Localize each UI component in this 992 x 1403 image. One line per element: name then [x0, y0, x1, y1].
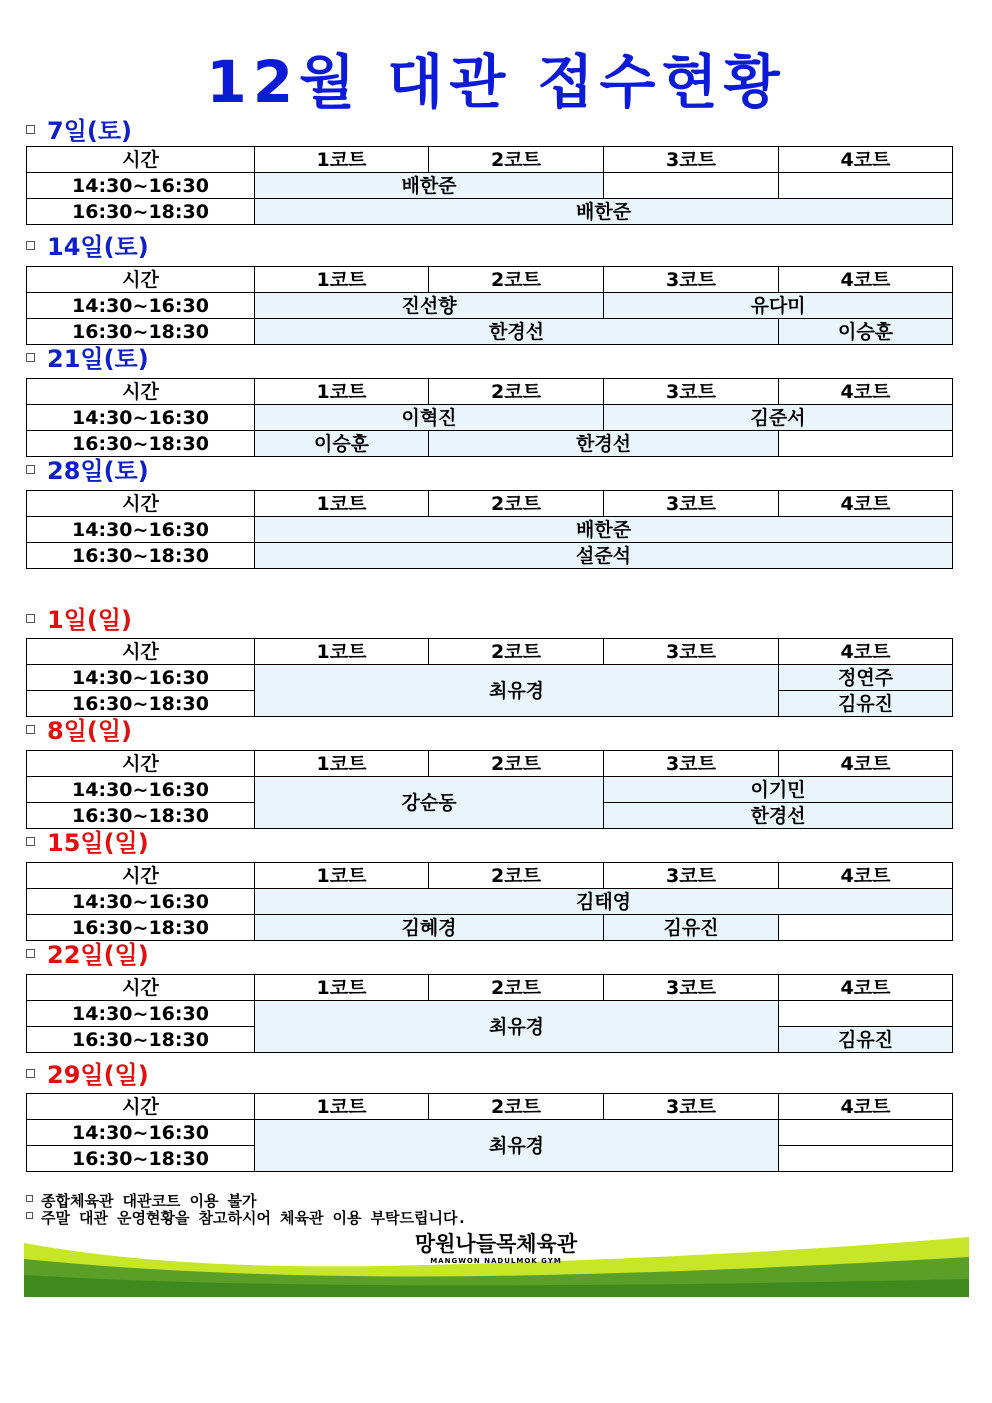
empty-cell — [604, 173, 779, 199]
time-slot-cell: 16:30~18:30 — [27, 319, 255, 345]
court-header: 1코트 — [255, 267, 429, 293]
time-header: 시간 — [27, 147, 255, 173]
page-title: 12월 대관 접수현황 — [206, 48, 786, 116]
time-header: 시간 — [27, 491, 255, 517]
court-header: 3코트 — [604, 491, 779, 517]
table-row — [27, 777, 953, 803]
section-date-label: 15일(일) — [47, 829, 149, 857]
time-header: 시간 — [27, 267, 255, 293]
time-slot-cell: 14:30~16:30 — [27, 1001, 255, 1027]
table-row — [27, 1001, 953, 1027]
court-header: 3코트 — [604, 1094, 779, 1120]
reservation-cell: 최유경 — [255, 1001, 779, 1053]
header-row — [27, 639, 953, 665]
section-heading — [26, 716, 132, 746]
reservation-cell: 이기민 — [604, 777, 953, 803]
court-header: 2코트 — [429, 491, 604, 517]
time-slot-cell: 14:30~16:30 — [27, 777, 255, 803]
court-header: 1코트 — [255, 147, 429, 173]
court-header: 3코트 — [604, 639, 779, 665]
court-header: 4코트 — [779, 1094, 953, 1120]
reservation-cell: 배한준 — [255, 199, 953, 225]
section-date-label: 21일(토) — [47, 345, 149, 373]
court-header: 3코트 — [604, 267, 779, 293]
time-slot-cell: 16:30~18:30 — [27, 1146, 255, 1172]
court-header: 2코트 — [429, 751, 604, 777]
time-slot-cell: 16:30~18:30 — [27, 199, 255, 225]
court-header: 3코트 — [604, 751, 779, 777]
section-heading — [26, 1060, 149, 1090]
time-slot-cell: 14:30~16:30 — [27, 665, 255, 691]
court-header: 4코트 — [779, 863, 953, 889]
court-header: 3코트 — [604, 975, 779, 1001]
schedule-table — [26, 638, 953, 717]
time-slot-cell: 16:30~18:30 — [27, 803, 255, 829]
note-item — [26, 1210, 466, 1227]
header-row — [27, 751, 953, 777]
court-header: 4코트 — [779, 975, 953, 1001]
table-row — [27, 1120, 953, 1146]
reservation-cell: 김혜경 — [255, 915, 604, 941]
reservation-cell: 정연주 — [779, 665, 953, 691]
table-row — [27, 319, 953, 345]
gym-english-name: MANGWON NADULMOK GYM — [430, 1257, 562, 1265]
empty-cell — [779, 1001, 953, 1027]
court-header: 1코트 — [255, 491, 429, 517]
time-slot-cell: 16:30~18:30 — [27, 691, 255, 717]
table-row — [27, 665, 953, 691]
table-row — [27, 543, 953, 569]
reservation-cell: 김유진 — [604, 915, 779, 941]
header-row — [27, 863, 953, 889]
court-header: 1코트 — [255, 863, 429, 889]
court-header: 1코트 — [255, 1094, 429, 1120]
time-header: 시간 — [27, 1094, 255, 1120]
court-header: 1코트 — [255, 751, 429, 777]
court-header: 2코트 — [429, 975, 604, 1001]
table-row — [27, 889, 953, 915]
reservation-cell: 이승훈 — [255, 431, 429, 457]
reservation-cell: 강순동 — [255, 777, 604, 829]
square-bullet-icon — [26, 725, 35, 734]
section-heading — [26, 605, 132, 635]
square-bullet-icon — [26, 353, 35, 362]
note-text: 종합체육관 대관코트 이용 불가 — [41, 1192, 257, 1210]
section-date-label: 8일(일) — [47, 717, 133, 745]
time-slot-cell: 14:30~16:30 — [27, 889, 255, 915]
court-header: 4코트 — [779, 379, 953, 405]
empty-cell — [779, 173, 953, 199]
square-bullet-icon — [26, 1069, 35, 1078]
section-date-label: 29일(일) — [47, 1061, 149, 1089]
time-slot-cell: 16:30~18:30 — [27, 915, 255, 941]
reservation-cell: 이혁진 — [255, 405, 604, 431]
time-header: 시간 — [27, 975, 255, 1001]
time-header: 시간 — [27, 751, 255, 777]
header-row — [27, 267, 953, 293]
table-row — [27, 199, 953, 225]
reservation-cell: 한경선 — [255, 319, 779, 345]
note-item — [26, 1193, 466, 1210]
reservation-cell: 김태영 — [255, 889, 953, 915]
time-slot-cell: 16:30~18:30 — [27, 543, 255, 569]
gym-name: 망원나들목체육관 — [414, 1232, 578, 1256]
court-header: 1코트 — [255, 379, 429, 405]
empty-cell — [779, 431, 953, 457]
court-header: 3코트 — [604, 863, 779, 889]
time-slot-cell: 14:30~16:30 — [27, 517, 255, 543]
time-slot-cell: 14:30~16:30 — [27, 173, 255, 199]
schedule-table — [26, 490, 953, 569]
section-heading — [26, 344, 149, 374]
reservation-cell: 유다미 — [604, 293, 953, 319]
court-header: 2코트 — [429, 379, 604, 405]
empty-cell — [779, 915, 953, 941]
header-row — [27, 975, 953, 1001]
court-header: 2코트 — [429, 863, 604, 889]
court-header: 2코트 — [429, 267, 604, 293]
section-heading — [26, 116, 132, 146]
reservation-cell: 배한준 — [255, 173, 604, 199]
reservation-cell: 진선향 — [255, 293, 604, 319]
section-date-label: 7일(토) — [47, 117, 133, 145]
reservation-cell: 설준석 — [255, 543, 953, 569]
section-heading — [26, 456, 149, 486]
table-row — [27, 915, 953, 941]
square-bullet-icon — [26, 837, 35, 846]
section-date-label: 22일(일) — [47, 941, 149, 969]
section-heading — [26, 940, 149, 970]
square-bullet-icon — [26, 465, 35, 474]
section-heading — [26, 232, 149, 262]
table-row — [27, 405, 953, 431]
court-header: 1코트 — [255, 975, 429, 1001]
court-header: 3코트 — [604, 379, 779, 405]
reservation-cell: 한경선 — [604, 803, 953, 829]
court-header: 4코트 — [779, 751, 953, 777]
table-row — [27, 173, 953, 199]
reservation-cell: 김준서 — [604, 405, 953, 431]
time-slot-cell: 14:30~16:30 — [27, 405, 255, 431]
header-row — [27, 1094, 953, 1120]
table-row — [27, 293, 953, 319]
court-header: 2코트 — [429, 639, 604, 665]
reservation-cell: 김유진 — [779, 691, 953, 717]
table-row — [27, 431, 953, 457]
empty-cell — [779, 1146, 953, 1172]
header-row — [27, 491, 953, 517]
note-text: 주말 대관 운영현황을 참고하시어 체육관 이용 부탁드립니다. — [41, 1209, 467, 1227]
schedule-table — [26, 378, 953, 457]
square-bullet-icon — [26, 949, 35, 958]
square-bullet-icon — [26, 241, 35, 250]
time-header: 시간 — [27, 863, 255, 889]
court-header: 4코트 — [779, 147, 953, 173]
reservation-cell: 최유경 — [255, 665, 779, 717]
court-header: 4코트 — [779, 267, 953, 293]
table-row — [27, 517, 953, 543]
section-date-label: 28일(토) — [47, 457, 149, 485]
note-bullet-icon — [26, 1195, 33, 1202]
schedule-table — [26, 266, 953, 345]
time-slot-cell: 14:30~16:30 — [27, 1120, 255, 1146]
square-bullet-icon — [26, 125, 35, 134]
time-slot-cell: 14:30~16:30 — [27, 293, 255, 319]
header-row — [27, 379, 953, 405]
schedule-table — [26, 974, 953, 1053]
time-header: 시간 — [27, 379, 255, 405]
empty-cell — [779, 1120, 953, 1146]
reservation-cell: 최유경 — [255, 1120, 779, 1172]
court-header: 1코트 — [255, 639, 429, 665]
schedule-table — [26, 146, 953, 225]
section-date-label: 1일(일) — [47, 606, 133, 634]
schedule-table — [26, 1093, 953, 1172]
schedule-table — [26, 750, 953, 829]
section-date-label: 14일(토) — [47, 233, 149, 261]
section-heading — [26, 828, 149, 858]
time-header: 시간 — [27, 639, 255, 665]
time-slot-cell: 16:30~18:30 — [27, 431, 255, 457]
court-header: 2코트 — [429, 1094, 604, 1120]
court-header: 3코트 — [604, 147, 779, 173]
square-bullet-icon — [26, 614, 35, 623]
note-bullet-icon — [26, 1212, 33, 1219]
reservation-cell: 김유진 — [779, 1027, 953, 1053]
court-header: 4코트 — [779, 491, 953, 517]
court-header: 4코트 — [779, 639, 953, 665]
court-header: 2코트 — [429, 147, 604, 173]
time-slot-cell: 16:30~18:30 — [27, 1027, 255, 1053]
reservation-cell: 배한준 — [255, 517, 953, 543]
reservation-cell: 한경선 — [429, 431, 779, 457]
header-row — [27, 147, 953, 173]
schedule-table — [26, 862, 953, 941]
notes — [26, 1193, 466, 1227]
reservation-cell: 이승훈 — [779, 319, 953, 345]
